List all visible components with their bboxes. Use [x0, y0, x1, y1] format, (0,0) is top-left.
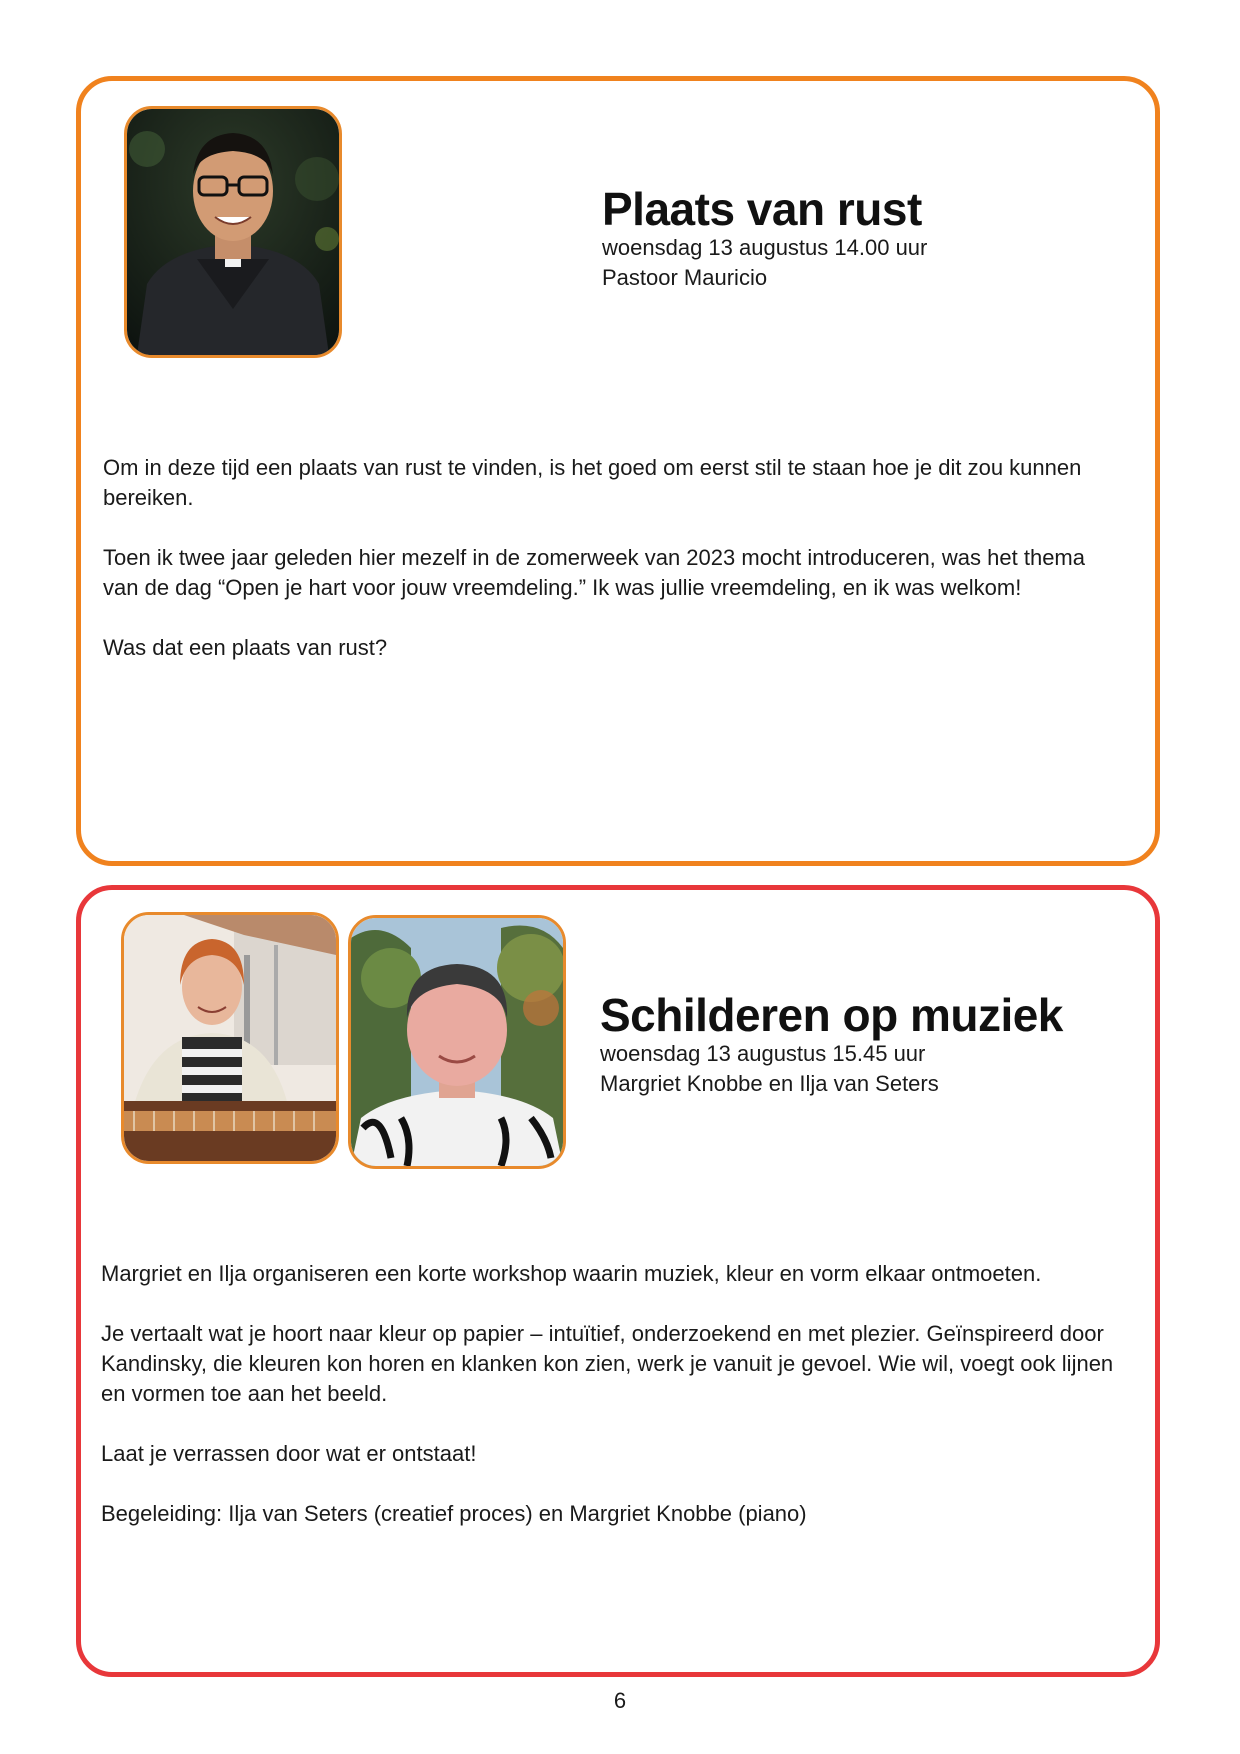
event-date: woensdag 13 augustus 14.00 uur — [602, 235, 928, 260]
event-description — [103, 453, 1103, 693]
paragraph: Was dat een plaats van rust? — [103, 635, 388, 660]
paragraph: Toen ik twee jaar geleden hier mezelf in de zomerweek van 2023 mocht introduceren, was het thema van de dag “Open je hart voor jouw vreemdeling.” Ik was jullie vreemdeling, en ik was welkom! — [103, 545, 1085, 600]
event-date: woensdag 13 augustus 15.45 uur — [600, 1041, 926, 1066]
paragraph: Margriet en Ilja organiseren een korte workshop waarin muziek, kleur en vorm elkaar ontmoeten. — [101, 1261, 1042, 1286]
paragraph: Laat je verrassen door wat er ontstaat! — [101, 1441, 477, 1466]
paragraph: Om in deze tijd een plaats van rust te vinden, is het goed om eerst stil te staan hoe je dit zou kunnen bereiken. — [103, 455, 1082, 510]
page-number: 6 — [613, 1688, 627, 1713]
paragraph: Je vertaalt wat je hoort naar kleur op papier – intuïtief, onderzoekend en met plezier. Geïnspireerd door Kandinsky, die kleuren kon horen en klanken kon zien, werk je vanuit je gevoel. Wie wil, voegt ook lijnen en vormen toe aan het beeld. — [101, 1321, 1114, 1406]
photo-ilja-van-seters — [348, 915, 566, 1169]
event-description — [101, 1259, 1121, 1559]
photo-margriet-knobbe — [121, 912, 339, 1164]
event-title: Schilderen op muziek — [600, 989, 1063, 1041]
paragraph: Begeleiding: Ilja van Seters (creatief proces) en Margriet Knobbe (piano) — [101, 1501, 807, 1526]
event-title: Plaats van rust — [602, 183, 922, 235]
event-speaker: Margriet Knobbe en Ilja van Seters — [600, 1071, 939, 1096]
photo-pastoor-mauricio — [124, 106, 342, 358]
event-speaker: Pastoor Mauricio — [602, 265, 768, 290]
